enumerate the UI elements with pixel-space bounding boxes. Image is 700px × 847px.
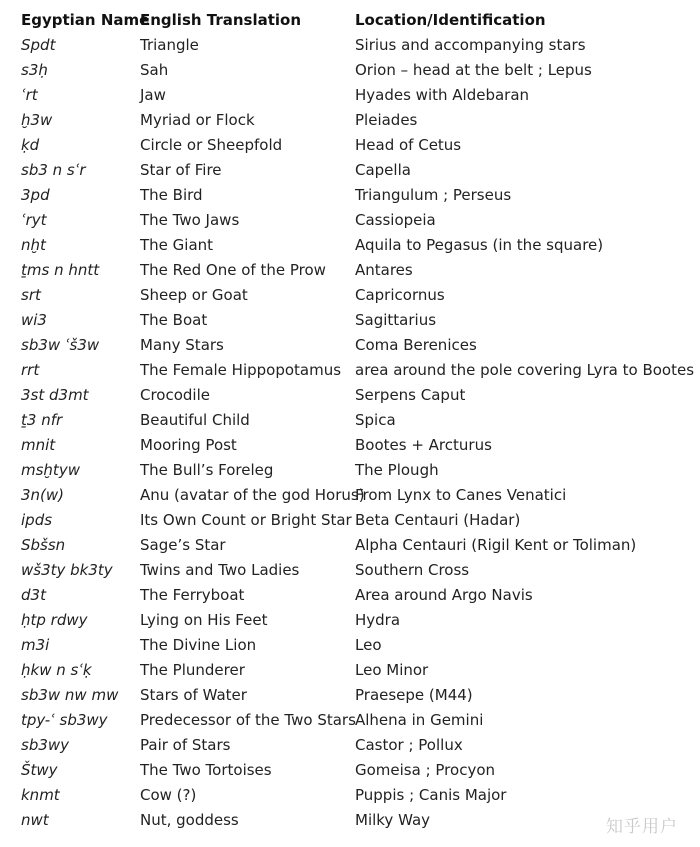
table-row [0, 758, 700, 783]
english-translation-cell: Nut, goddess [140, 811, 239, 829]
header-english-translation: English Translation [140, 11, 302, 29]
english-translation-cell: Anu (avatar of the god Horus) [140, 486, 365, 504]
egyptian-name-cell: knmt [21, 786, 60, 804]
table-row [0, 558, 700, 583]
location-cell: Bootes + Arcturus [355, 436, 492, 454]
english-translation-cell: Twins and Two Ladies [140, 561, 300, 579]
egyptian-name-cell: wi3 [21, 311, 47, 329]
location-cell: Gomeisa ; Procyon [355, 761, 496, 779]
location-cell: Southern Cross [355, 561, 470, 579]
table-row [0, 508, 700, 533]
english-translation-cell: The Bull’s Foreleg [140, 461, 274, 479]
table-row [0, 658, 700, 683]
location-cell: Cassiopeia [355, 211, 436, 229]
location-cell: Capella [355, 161, 411, 179]
english-translation-cell: The Red One of the Prow [140, 261, 326, 279]
english-translation-cell: Cow (?) [140, 786, 197, 804]
english-translation-cell: Jaw [140, 86, 166, 104]
egyptian-name-cell: ʿryt [21, 211, 47, 229]
table-row [0, 233, 700, 258]
table-row [0, 533, 700, 558]
location-cell: Sagittarius [355, 311, 437, 329]
english-translation-cell: Lying on His Feet [140, 611, 268, 629]
table-row [0, 408, 700, 433]
english-translation-cell: Beautiful Child [140, 411, 250, 429]
location-cell: Spica [355, 411, 396, 429]
table-row [0, 433, 700, 458]
header-location-identification: Location/Identification [355, 11, 546, 29]
table-row [0, 33, 700, 58]
location-cell: The Plough [355, 461, 439, 479]
table-row [0, 183, 700, 208]
location-cell: Milky Way [355, 811, 431, 829]
english-translation-cell: The Bird [140, 186, 203, 204]
table-row [0, 258, 700, 283]
egyptian-name-cell: sb3wy [21, 736, 70, 754]
english-translation-cell: Many Stars [140, 336, 224, 354]
egyptian-name-cell: d3t [21, 586, 46, 604]
english-translation-cell: Circle or Sheepfold [140, 136, 283, 154]
english-translation-cell: Sheep or Goat [140, 286, 248, 304]
egyptian-name-cell: nḫt [21, 236, 46, 254]
table-row [0, 283, 700, 308]
egyptian-name-cell: ḥtp rdwy [21, 611, 88, 629]
table-header-row [0, 8, 700, 33]
table-row [0, 383, 700, 408]
english-translation-cell: The Two Jaws [140, 211, 240, 229]
table-row [0, 683, 700, 708]
location-cell: Triangulum ; Perseus [355, 186, 512, 204]
english-translation-cell: Its Own Count or Bright Star [140, 511, 352, 529]
english-translation-cell: The Divine Lion [140, 636, 257, 654]
location-cell: Orion – head at the belt ; Lepus [355, 61, 592, 79]
location-cell: Head of Cetus [355, 136, 462, 154]
location-cell: Aquila to Pegasus (in the square) [355, 236, 604, 254]
egyptian-name-cell: 3st d3mt [21, 386, 89, 404]
english-translation-cell: Sah [140, 61, 169, 79]
egyptian-name-cell: Spdt [21, 36, 56, 54]
location-cell: Leo Minor [355, 661, 429, 679]
table-row [0, 133, 700, 158]
english-translation-cell: Stars of Water [140, 686, 247, 704]
table-row [0, 608, 700, 633]
table-row [0, 583, 700, 608]
english-translation-cell: Sage’s Star [140, 536, 226, 554]
location-cell: Puppis ; Canis Major [355, 786, 507, 804]
egyptian-name-cell: ʿrt [21, 86, 38, 104]
english-translation-cell: Myriad or Flock [140, 111, 255, 129]
table-row [0, 108, 700, 133]
egyptian-name-cell: mnit [21, 436, 56, 454]
egyptian-name-cell: ṯ3 nfr [21, 411, 63, 429]
table-row [0, 733, 700, 758]
table-row [0, 58, 700, 83]
location-cell: area around the pole covering Lyra to Bootes [355, 361, 695, 379]
table-row [0, 708, 700, 733]
egyptian-name-cell: sb3w nw mw [21, 686, 119, 704]
table-row [0, 783, 700, 808]
english-translation-cell: The Boat [140, 311, 208, 329]
english-translation-cell: The Giant [140, 236, 214, 254]
location-cell: Hydra [355, 611, 401, 629]
egyptian-name-cell: ḳd [21, 136, 40, 154]
egyptian-name-cell: rrt [21, 361, 40, 379]
location-cell: Area around Argo Navis [355, 586, 533, 604]
table-row [0, 333, 700, 358]
egyptian-name-cell: ṯms n hntt [21, 261, 100, 279]
egyptian-name-cell: tpy-ʿ sb3wy [21, 711, 108, 729]
english-translation-cell: The Female Hippopotamus [140, 361, 342, 379]
english-translation-cell: Star of Fire [140, 161, 222, 179]
table-row [0, 158, 700, 183]
egyptian-name-cell: sb3 n sʿr [21, 161, 86, 179]
english-translation-cell: Triangle [140, 36, 199, 54]
location-cell: From Lynx to Canes Venatici [355, 486, 567, 504]
table-row [0, 208, 700, 233]
location-cell: Pleiades [355, 111, 418, 129]
egyptian-name-cell: ḥkw n sʿḳ [21, 661, 92, 679]
egyptian-name-cell: 3pd [21, 186, 50, 204]
egyptian-name-cell: ipds [21, 511, 53, 529]
location-cell: Alpha Centauri (Rigil Kent or Toliman) [355, 536, 637, 554]
table-row [0, 458, 700, 483]
location-cell: Beta Centauri (Hadar) [355, 511, 521, 529]
egyptian-name-cell: Štwy [21, 761, 58, 779]
egyptian-name-cell: wš3ty bk3ty [21, 561, 113, 579]
location-cell: Leo [355, 636, 382, 654]
table-row [0, 633, 700, 658]
location-cell: Hyades with Aldebaran [355, 86, 530, 104]
english-translation-cell: Mooring Post [140, 436, 237, 454]
location-cell: Serpens Caput [355, 386, 466, 404]
location-cell: Capricornus [355, 286, 445, 304]
english-translation-cell: The Ferryboat [140, 586, 245, 604]
location-cell: Coma Berenices [355, 336, 477, 354]
location-cell: Antares [355, 261, 413, 279]
english-translation-cell: Predecessor of the Two Stars [140, 711, 356, 729]
egyptian-name-cell: srt [21, 286, 41, 304]
english-translation-cell: The Plunderer [140, 661, 245, 679]
egyptian-name-cell: 3n(w) [21, 486, 65, 504]
table-row [0, 308, 700, 333]
header-egyptian-name: Egyptian Name [21, 11, 150, 29]
english-translation-cell: The Two Tortoises [140, 761, 272, 779]
english-translation-cell: Crocodile [140, 386, 210, 404]
egyptian-name-cell: msḫtyw [21, 461, 80, 479]
egyptian-name-cell: sb3w ʿš3w [21, 336, 100, 354]
egyptian-name-cell: m3i [21, 636, 50, 654]
location-cell: Sirius and accompanying stars [355, 36, 586, 54]
egyptian-name-cell: nwt [21, 811, 49, 829]
location-cell: Castor ; Pollux [355, 736, 463, 754]
location-cell: Praesepe (M44) [355, 686, 473, 704]
egyptian-name-cell: ḫ3w [21, 111, 53, 129]
table-row [0, 808, 700, 833]
table-row [0, 83, 700, 108]
table-row [0, 483, 700, 508]
egyptian-name-cell: s3ḥ [21, 61, 48, 79]
egyptian-name-cell: Sbšsn [21, 536, 66, 554]
watermark: 知乎用户 [606, 817, 678, 837]
table-row [0, 358, 700, 383]
english-translation-cell: Pair of Stars [140, 736, 231, 754]
location-cell: Alhena in Gemini [355, 711, 484, 729]
